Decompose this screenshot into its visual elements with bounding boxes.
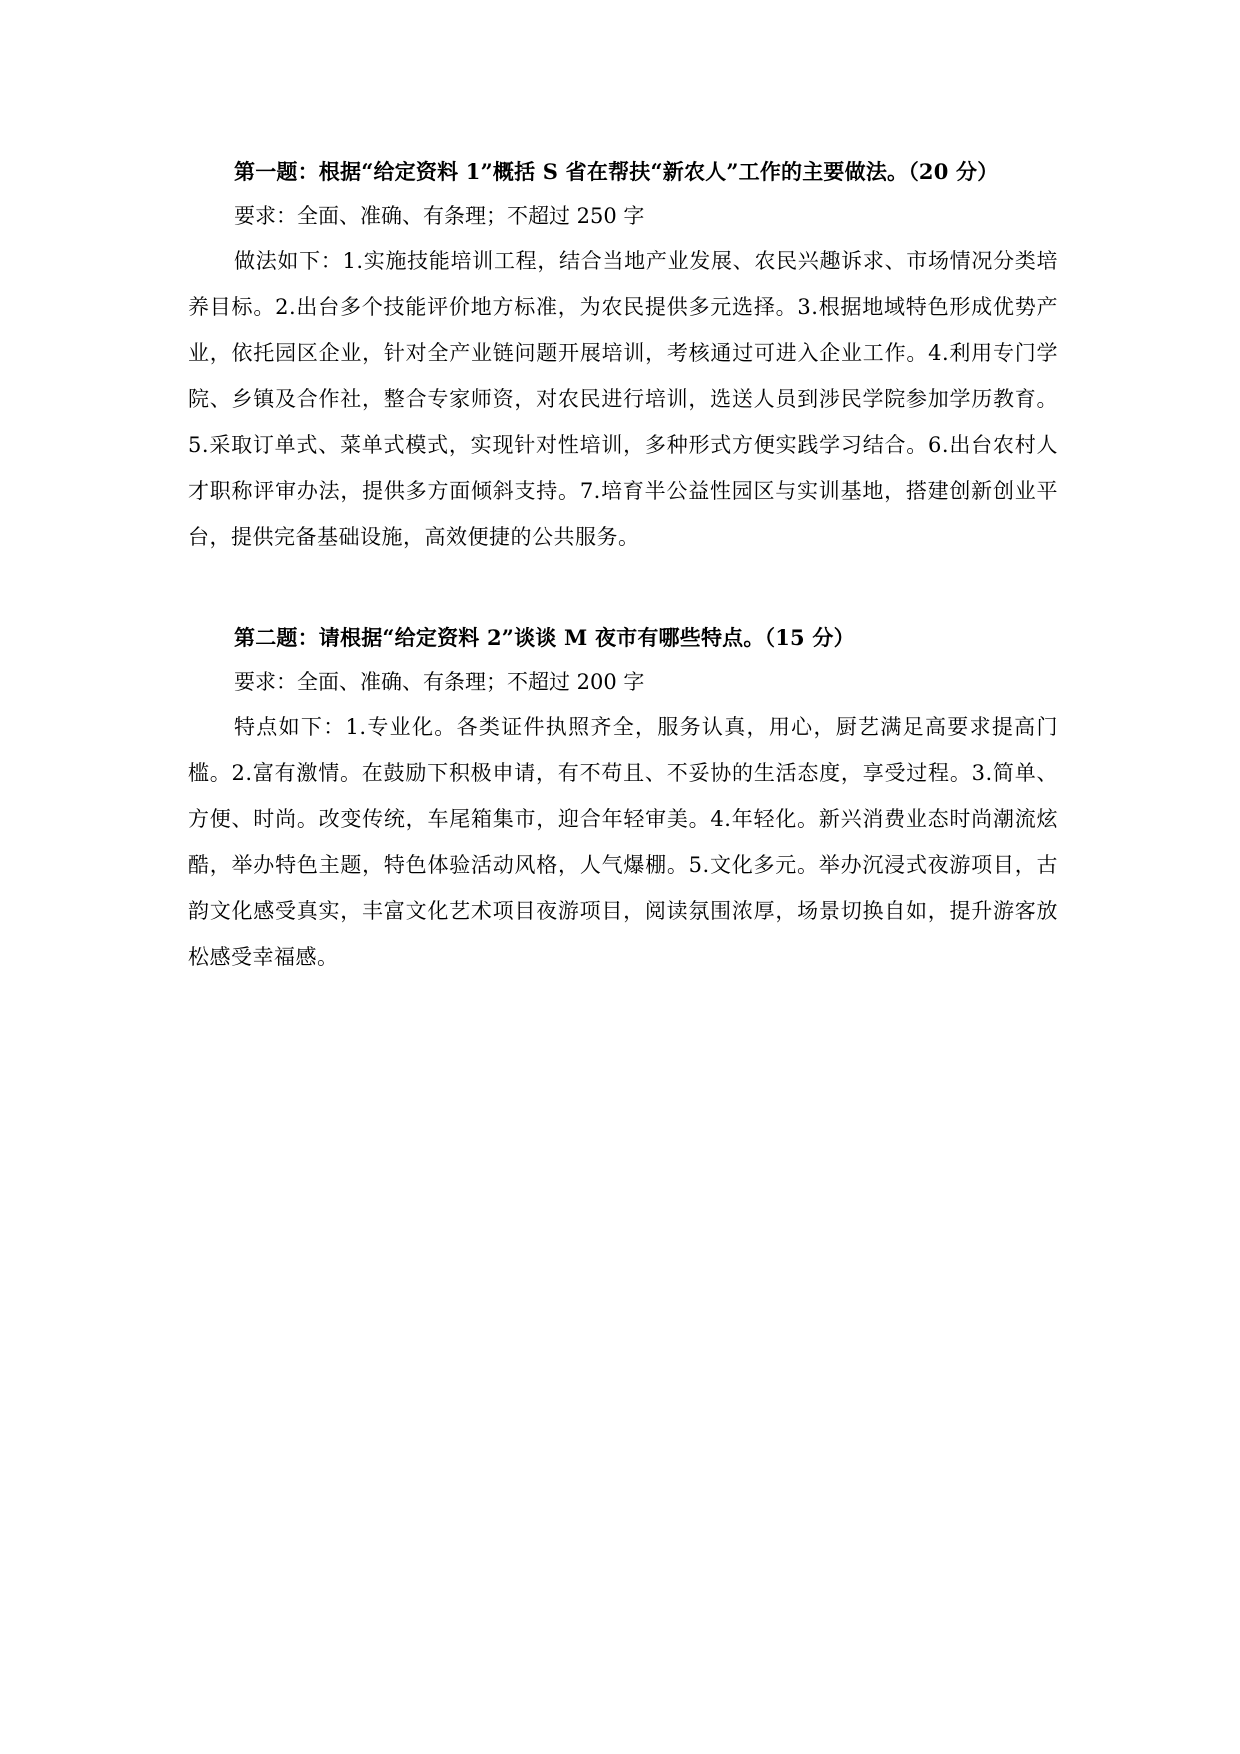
question-2-title: 第二题：请根据“给定资料 2”谈谈 M 夜市有哪些特点。（15 分） <box>234 625 855 650</box>
question-1-title: 第一题：根据“给定资料 1”概括 S 省在帮扶“新农人”工作的主要做法。（20 分） <box>234 159 999 184</box>
question-1-section <box>188 150 1058 560</box>
question-1-requirement: 要求：全面、准确、有条理；不超过 250 字 <box>234 204 645 228</box>
question-2-requirement: 要求：全面、准确、有条理；不超过 200 字 <box>234 670 645 694</box>
document-content <box>188 150 1058 980</box>
question-1-answer: 做法如下：1.实施技能培训工程，结合当地产业发展、农民兴趣诉求、市场情况分类培养目标。2.出台多个技能评价地方标准，为农民提供多元选择。3.根据地域特色形成优势产业，依托园区企业，针对全产业链问题开展培训，考核通过可进入企业工作。4.利用专门学院、乡镇及合作社，整合专家师资，对农民进行培训，选送人员到涉民学院参加学历教育。5.采取订单式、菜单式模式，实现针对性培训，多种形式方便实践学习结合。6.出台农村人才职称评审办法，提供多方面倾斜支持。7.培育半公益性园区与实训基地，搭建创新创业平台，提供完备基础设施，高效便捷的公共服务。 <box>188 249 1058 549</box>
question-2-answer: 特点如下：1.专业化。各类证件执照齐全，服务认真，用心，厨艺满足高要求提高门槛。2.富有激情。在鼓励下积极申请，有不苟且、不妥协的生活态度，享受过程。3.简单、方便、时尚。改变传统，车尾箱集市，迎合年轻审美。4.年轻化。新兴消费业态时尚潮流炫酷，举办特色主题，特色体验活动风格，人气爆棚。5.文化多元。举办沉浸式夜游项目，古韵文化感受真实，丰富文化艺术项目夜游项目，阅读氛围浓厚，场景切换自如，提升游客放松感受幸福感。 <box>188 715 1058 969</box>
question-2-section <box>188 616 1058 980</box>
